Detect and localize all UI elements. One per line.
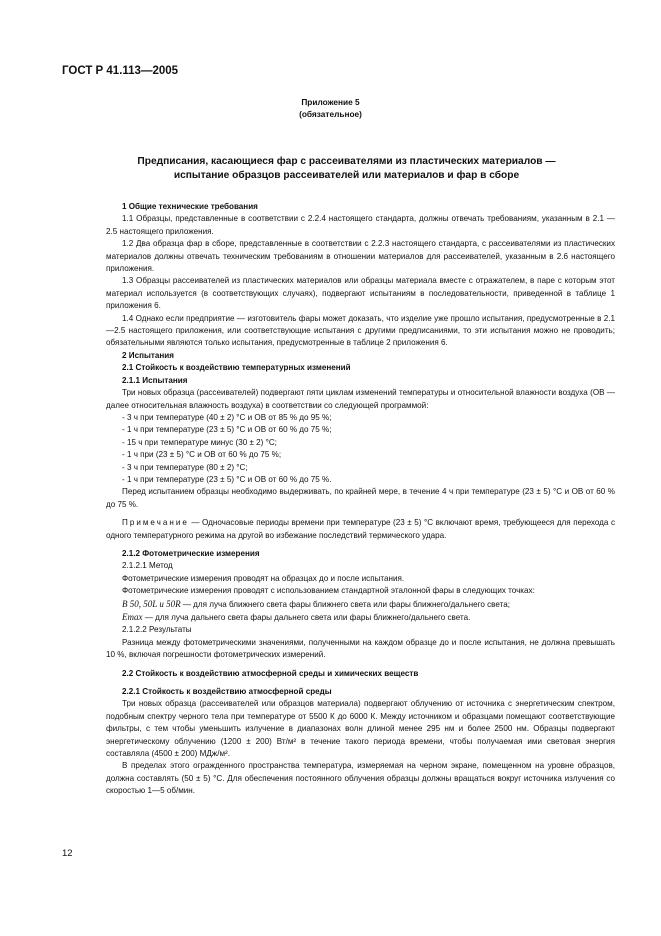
document-header: ГОСТ Р 41.113—2005: [62, 65, 179, 77]
measurement-points-text: — для луча ближнего света фары ближнего света или фары ближнего/дальнего света;: [180, 599, 510, 609]
paragraph: Три новых образца (рассеивателей или образцов материала) подвергают облучению от источника с энергетическим спектром, подобным спектру черного тела при температуре от 5500 К до 6000 К. Между источником и образцами помещают соответствующие фильтры, с тем чтобы уменьшить излучение в диапазонах волн длиной менее 295 нм и более 2500 нм. Образцы подвергают энергетическому облучению (1200 ± 200) Вт/м² в течение такого периода времени, чтобы получаемая ими световая энергия составляла (4500 ± 200) МДж/м².: [106, 699, 615, 759]
subsection-heading: 2.1.2.1 Метод: [122, 561, 173, 571]
title-line-1: Предписания, касающиеся фар с рассеивателями из пластических материалов —: [137, 156, 556, 167]
list-item: - 3 ч при температуре (80 ± 2) °С;: [122, 462, 248, 472]
emax-text: — для луча дальнего света фары дальнего света или фары ближнего/дальнего света.: [142, 613, 471, 622]
subsection-heading: 2.2 Стойкость к воздействию атмосферной среды и химических веществ: [122, 668, 419, 678]
paragraph: Три новых образца (рассеивателей) подвергают пяти циклам изменений температуры и относительной влажности воздуха (ОВ — далее относительная влажность воздуха) в соответствии со следующей программой:: [106, 388, 615, 410]
list-item: - 15 ч при температуре минус (30 ± 2) °С;: [122, 437, 277, 447]
list-item: - 3 ч при температуре (40 ± 2) °С и ОВ от 85 % до 95 %;: [122, 412, 332, 422]
subsection-heading: 2.2.1 Стойкость к воздействию атмосферной среды: [122, 687, 332, 697]
paragraph: Разница между фотометрическими значениями, полученными на каждом образце до и после испытания, не должна превышать 10 %, включая погрешности фотометрических измерений.: [106, 637, 615, 660]
appendix-label: [0, 96, 661, 120]
measurement-points: B 50, 50L и 50R: [122, 598, 181, 609]
page-number: 12: [62, 848, 73, 859]
paragraph: 1.4 Однако если предприятие — изготовитель фары может доказать, что изделие уже прошло испытания, предусмотренные в 2.1—2.5 настоящего приложения, или соответствующие испытания с другими предписаниями, то эти испытания можно не проводить; обязательными являются только испытания, предусмотренные в таблице 2 приложения 6.: [106, 313, 615, 348]
paragraph: [106, 611, 615, 624]
paragraph: Перед испытанием образцы необходимо выдерживать, по крайней мере, в течение 4 ч при температуре (23 ± 5) °С и ОВ от 60 % до 75 %.: [106, 487, 615, 509]
paragraph: 1.1 Образцы, представленные в соответствии с 2.2.4 настоящего стандарта, должны отвечать требованиям, указанным в 2.1 —2.5 настоящего приложения.: [106, 214, 615, 236]
subsection-heading: 2.1 Стойкость к воздействию температурных изменений: [122, 363, 351, 373]
paragraph: [106, 598, 615, 611]
paragraph: Фотометрические измерения проводят на образцах до и после испытания.: [122, 573, 405, 583]
document-title: [90, 155, 603, 183]
section-heading: 1 Общие технические требования: [122, 202, 258, 211]
document-body: [106, 199, 615, 798]
paragraph: В пределах этого огражденного пространства температура, измеряемая на черном экране, помещенном на уровне образцов, должна составлять (50 ± 5) °С. Для обеспечения постоянного облучения образцы должны вращаться вокруг источника излучения со скоростью 1—5 об/мин.: [106, 761, 615, 796]
list-item: - 1 ч при (23 ± 5) °С и ОВ от 60 % до 75 %;: [122, 450, 282, 460]
note-text: — Одночасовые периоды времени при температуре (23 ± 5) °С включают время, требующееся для перехода с одного температурного режима на другой во избежание последствий термического удара.: [106, 518, 615, 540]
appendix-status: (обязательное): [299, 109, 362, 119]
list-item: - 1 ч при температуре (23 ± 5) °С и ОВ от 60 % до 75 %;: [122, 425, 332, 435]
subsection-heading: 2.1.2.2 Результаты: [122, 625, 192, 635]
paragraph: Фотометрические измерения проводят с использованием стандартной эталонной фары в следующих точках:: [122, 586, 535, 596]
paragraph: 1.2 Два образца фар в сборе, представленные в соответствии с 2.2.3 настоящего стандарта, с рассеивателями из пластических материалов должны отвечать техническим требованиям в отношении материалов для рассеивателей, указанным в 2.6 настоящего приложения.: [106, 239, 615, 274]
subsection-heading: 2.1.2 Фотометрические измерения: [122, 548, 260, 558]
note-label: Примечание: [122, 518, 189, 528]
appendix-title: Приложение 5: [301, 97, 360, 107]
list-item: - 1 ч при температуре (23 ± 5) °С и ОВ от 60 % до 75 %.: [122, 474, 332, 484]
emax-symbol: Emax: [122, 612, 143, 622]
note: [106, 517, 615, 542]
section-heading: 2 Испытания: [122, 350, 174, 360]
paragraph: 1.3 Образцы рассеивателей из пластических материалов или образцы материала вместе с отражателем, в паре с которым этот материал используется (в соответствующих случаях), подвергают испытаниям в последовательности, приведенной в таблице 1 приложения 6.: [106, 276, 615, 311]
title-line-2: испытание образцов рассеивателей или материалов и фар в сборе: [173, 170, 520, 181]
subsection-heading: 2.1.1 Испытания: [122, 375, 188, 385]
